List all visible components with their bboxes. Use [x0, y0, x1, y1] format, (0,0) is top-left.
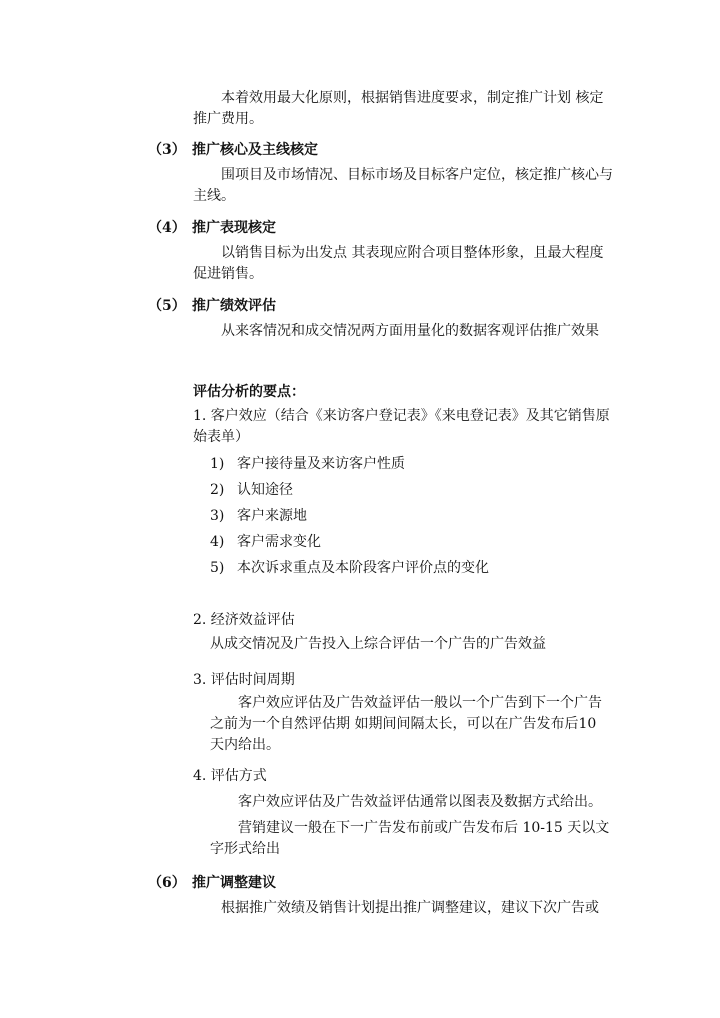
- analysis-item-4: 4. 评估方式: [193, 768, 267, 784]
- subitem-text: 客户接待量及来访客户性质: [237, 456, 405, 472]
- subitem-text: 认知途径: [237, 482, 293, 498]
- analysis-subitem-4: [210, 532, 321, 552]
- section-5-body: 从来客情况和成交情况两方面用量化的数据客观评估推广效果: [221, 323, 599, 339]
- subitem-number: 2): [210, 482, 225, 498]
- section-6-number: （6）: [148, 875, 186, 891]
- section-3-title: 推广核心及主线核定: [192, 142, 318, 158]
- analysis-item-3-body: 客户效应评估及广告效益评估一般以一个广告到下一个广告之前为一个自然评估期 如期间间隔太长，可以在广告发布后10 天内给出。: [210, 695, 602, 753]
- subitem-text: 本次诉求重点及本阶段客户评价点的变化: [237, 560, 489, 576]
- section-6-title: 推广调整建议: [192, 875, 276, 891]
- section-3-body: 围项目及市场情况、目标市场及目标客户定位，核定推广核心与主线。: [193, 167, 613, 204]
- subitem-number: 5): [210, 560, 225, 576]
- subitem-number: 1): [210, 456, 225, 472]
- analysis-subitem-3: [210, 506, 307, 526]
- subitem-number: 4): [210, 534, 225, 550]
- section-3-heading: [148, 140, 318, 160]
- section-3-number: （3）: [148, 142, 186, 158]
- section-4-title: 推广表现核定: [192, 220, 276, 236]
- section-4-heading: [148, 218, 276, 238]
- subitem-number: 3): [210, 508, 225, 524]
- section-5-title: 推广绩效评估: [192, 298, 276, 314]
- analysis-item-2: 2. 经济效益评估: [193, 612, 295, 628]
- section-4-number: （4）: [148, 220, 186, 236]
- section-6-heading: [148, 873, 276, 893]
- section-6-body: 根据推广效绩及销售计划提出推广调整建议，建议下次广告或: [221, 900, 599, 916]
- section-5-number: （5）: [148, 298, 186, 314]
- analysis-item-4-body-1: 客户效应评估及广告效益评估通常以图表及数据方式给出。: [238, 794, 602, 810]
- analysis-item-4-body-2: 营销建议一般在下一广告发布前或广告发布后 10-15 天以文字形式给出: [210, 820, 610, 857]
- intro-paragraph: 本着效用最大化原则，根据销售进度要求，制定推广计划 核定推广费用。: [193, 90, 604, 127]
- analysis-title: 评估分析的要点：: [193, 384, 305, 400]
- analysis-item-2-body: 从成交情况及广告投入上综合评估一个广告的广告效益: [210, 636, 546, 652]
- subitem-text: 客户来源地: [237, 508, 307, 524]
- subitem-text: 客户需求变化: [237, 534, 321, 550]
- analysis-subitem-1: [210, 454, 405, 474]
- analysis-subitem-2: [210, 480, 293, 500]
- analysis-subitem-5: [210, 558, 489, 578]
- section-4-body: 以销售目标为出发点 其表现应附合项目整体形象，且最大程度促进销售。: [193, 245, 604, 282]
- analysis-item-1: 1. 客户效应（结合《来访客户登记表》《来电登记表》及其它销售原始表单）: [193, 408, 610, 445]
- analysis-item-3: 3. 评估时间周期: [193, 672, 295, 688]
- section-5-heading: [148, 296, 276, 316]
